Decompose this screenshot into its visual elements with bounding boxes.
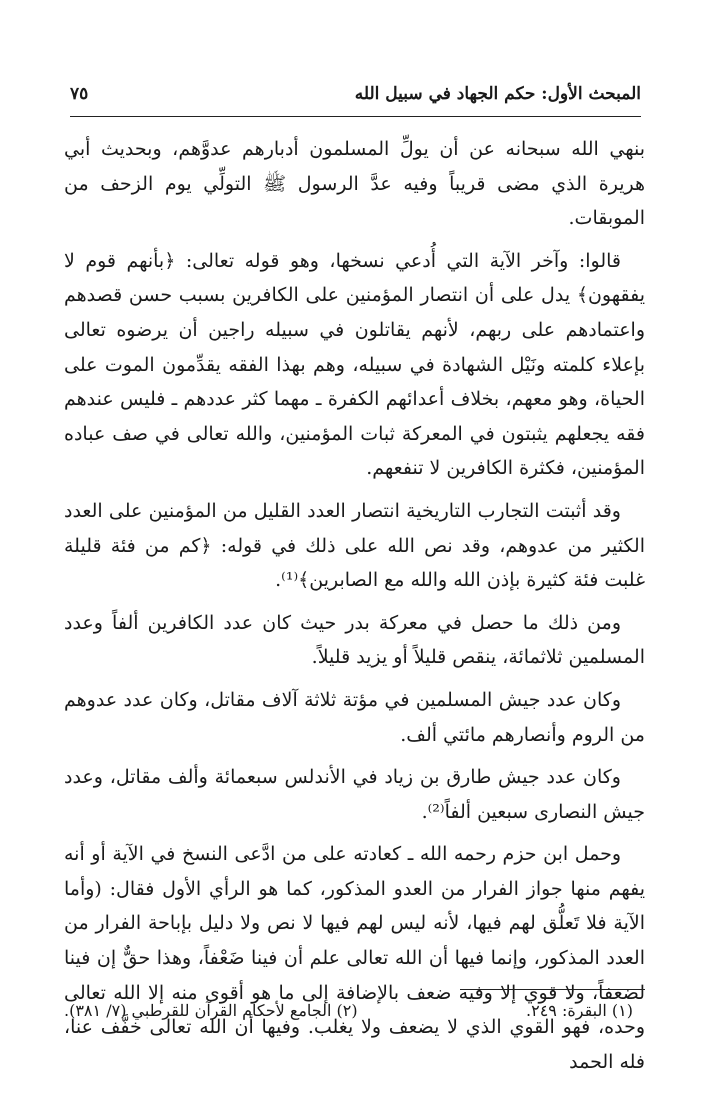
paragraph-2: قالوا: وآخر الآية التي أُدعي نسخها، وهو قوله تعالى: ﴿بأنهم قوم لا يفقهون﴾ يدل على أن انتصار المؤمنين على الكافرين بسبب حسن قصدهم واعتمادهم على ربهم، لأنهم يقاتلون في سبيله راجين أن يرضوه تعالى بإعلاء كلمته ونَيْل الشهادة في سبيله، وهم بهذا الفقه يقدِّمون الموت على الحياة، وهو معهم، بخلاف أعدائهم الكفرة ـ مهما كثر عددهم ـ فليس عندهم فقه يجعلهم يثبتون في المعركة ثبات المؤمنين، والله تعالى في صف عباده المؤمنين، فكثرة الكافرين لا تنفعهم.	[64, 249, 646, 480]
paragraph-3: وقد أثبتت التجارب التاريخية انتصار العدد القليل من المؤمنين على العدد الكثير من عدوهم، وقد نص الله على ذلك في قوله: ﴿كم من فئة قليلة غلبت فئة كثيرة بإذن الله والله مع الصابرين﴾⁽¹⁾.	[64, 499, 645, 592]
main-text	[64, 132, 645, 1087]
running-header	[70, 80, 641, 117]
chapter-title: المبحث الأول: حكم الجهاد في سبيل الله	[354, 84, 641, 104]
footnote-1: (١) البقرة: ٢٤٩.	[526, 1001, 633, 1020]
paragraph-5: وكان عدد جيش المسلمين في مؤتة ثلاثة آلاف مقاتل، وكان عدد عدوهم من الروم وأنصارهم مائتي ألف.	[64, 688, 645, 746]
paragraph-6: وكان عدد جيش طارق بن زياد في الأندلس سبعمائة وألف مقاتل، وعدد جيش النصارى سبعين ألفاً⁽²⁾.	[64, 766, 645, 823]
page-number: ٧٥	[70, 84, 89, 104]
footnote-divider	[460, 989, 645, 990]
paragraph-7: وحمل ابن حزم رحمه الله ـ كعادته على من ادَّعى النسخ في الآية أو أنه يفهم منها جواز الفرار من العدو المذكور، كما هو الرأي الأول فقال: (وأما الآية فلا تَعلُّق لهم فيها، لأنه ليس لهم فيها لا نص ولا دليل بإباحة الفرار من العدد المذكور، وإنما فيها أن الله تعالى علم أن فينا ضَعْفاً، وهذا حقٌّ إن فينا لضعفاً، ولا قوي إلا وفيه ضعف بالإضافة إلى ما هو أقوى منه إلا الله تعالى وحده، فهو القوي الذي لا يضعف ولا يغلب. وفيها أن الله تعالى خفَّف عنا، فله الحمد	[64, 843, 645, 1073]
paragraph-4: ومن ذلك ما حصل في معركة بدر حيث كان عدد الكافرين ألفاً وعدد المسلمين ثلاثمائة، ينقص قليلاً أو يزيد قليلاً.	[64, 611, 645, 669]
paragraph-1: بنهي الله سبحانه عن أن يولِّ المسلمون أدبارهم عدوَّهم، وبحديث أبي هريرة الذي مضى قريباً وفيه عدَّ الرسول ﷺ التولِّي يوم الزحف من الموبقات.	[64, 138, 645, 230]
footnote-2: (٢) الجامع لأحكام القرآن للقرطبي (٧/ ٣٨١).	[64, 1001, 358, 1020]
